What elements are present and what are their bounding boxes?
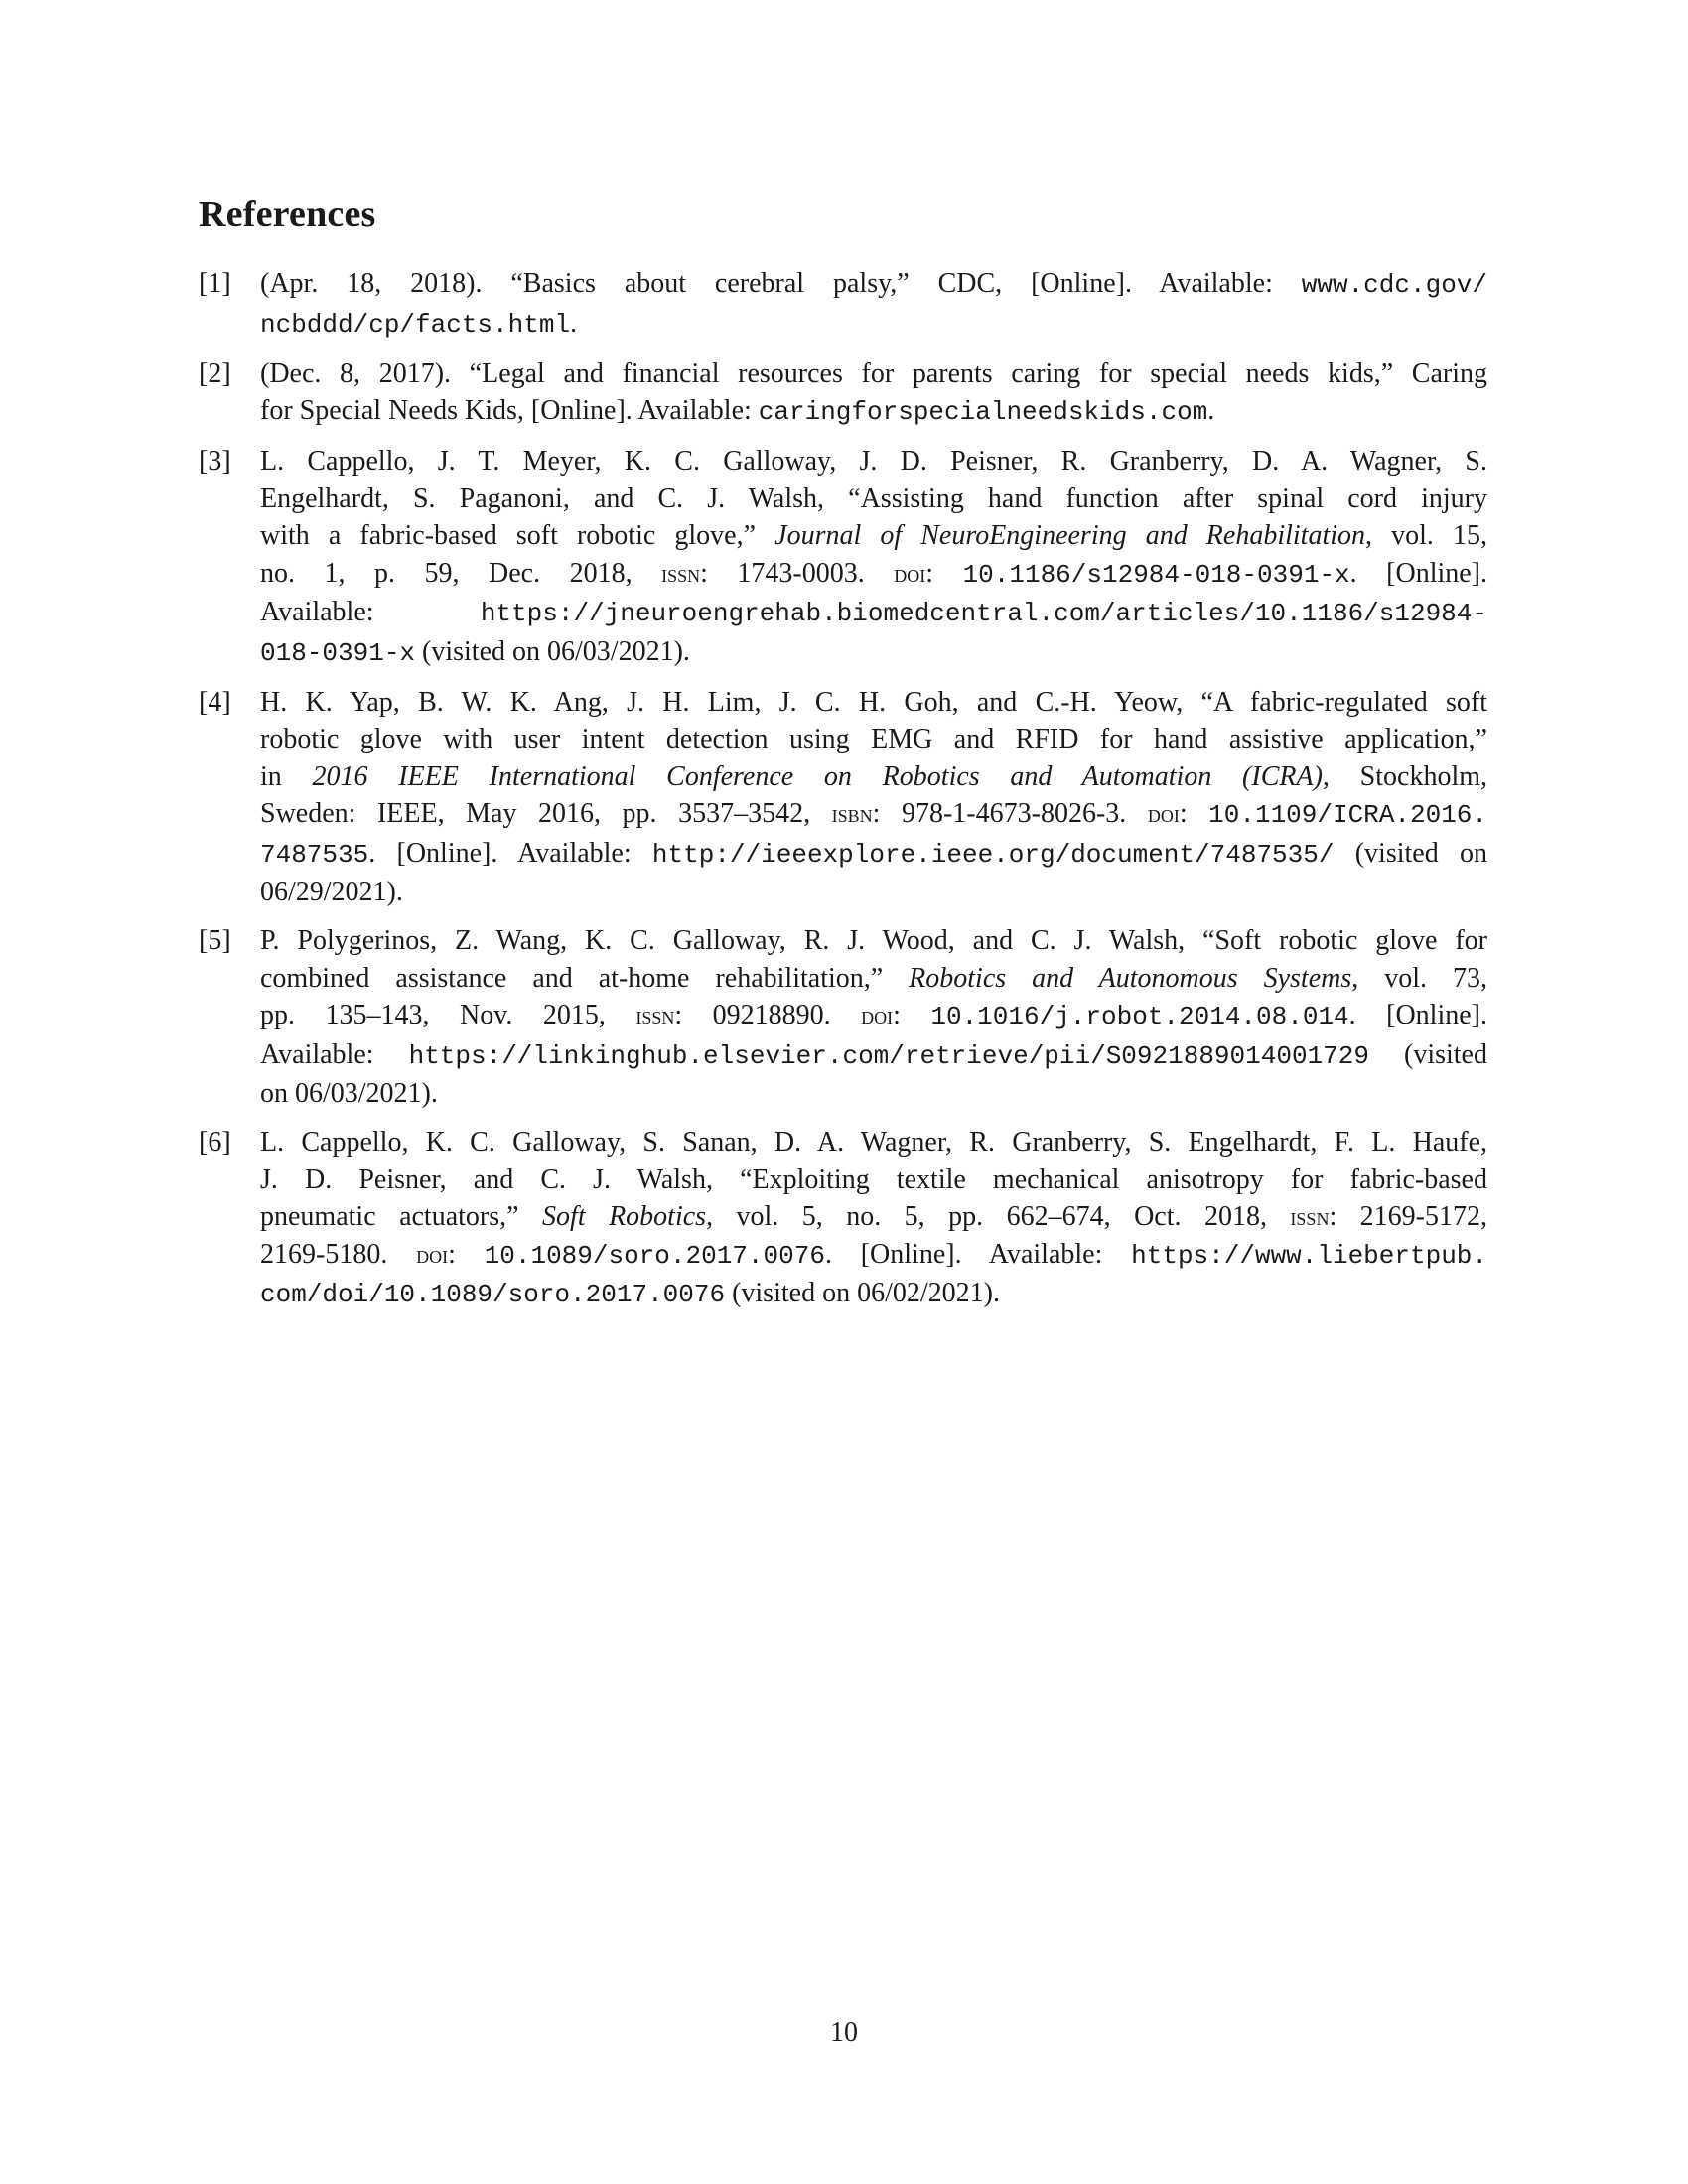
reference-text: H. K. Yap, B. W. K. Ang, J. H. Lim, J. C. H. Goh, and C.-H. Yeow, “A fabric-regulated soft [260, 686, 1487, 718]
reference-number: [5] [199, 925, 231, 956]
reference-text: 2169-5180. [260, 1238, 417, 1270]
reference-text: (visited on 06/02/2021). [725, 1278, 1000, 1308]
reference-link[interactable]: caringforspecialneedskids.com [758, 397, 1208, 427]
reference-text: (visited on [1334, 837, 1487, 869]
reference-line [260, 721, 1487, 758]
reference-text: . [Online]. [1349, 557, 1488, 589]
reference-text: , Stockholm, [1322, 760, 1488, 792]
reference-link[interactable]: ncbddd/cp/facts.html [260, 309, 571, 340]
reference-text: . [570, 307, 578, 339]
reference-text: (visited on 06/03/2021). [415, 635, 690, 667]
reference-link[interactable]: 10.1186/s12984-018-0391-x [962, 559, 1350, 590]
reference-text: L. Cappello, J. T. Meyer, K. C. Galloway, J. D. Peisner, R. Granberry, D. A. Wagner, S. [260, 446, 1487, 477]
reference-line [260, 1198, 1487, 1236]
reference-text: J. D. Peisner, and C. J. Walsh, “Exploiting textile mechanical anisotropy for fabric-based [260, 1163, 1487, 1195]
reference-link[interactable]: com/doi/10.1089/soro.2017.0076 [260, 1280, 726, 1309]
reference-text: (visited [1368, 1038, 1487, 1070]
reference-text: 06/29/2021). [260, 877, 403, 907]
reference-venue: Soft Robotics [542, 1201, 707, 1232]
reference-number: [1] [199, 268, 231, 299]
reference-text: . [Online]. Available: [368, 837, 652, 869]
reference-line [260, 594, 1487, 633]
reference-line [260, 1075, 1487, 1113]
reference-text: : [893, 1000, 931, 1030]
reference-text: isbn [831, 799, 873, 828]
reference-text: L. Cappello, K. C. Galloway, S. Sanan, D. A. Wagner, R. Granberry, S. Engelhardt, F. L. Haufe, [260, 1127, 1487, 1158]
reference-line [260, 265, 1487, 305]
reference-line [260, 684, 1487, 722]
reference-text: : [448, 1238, 485, 1270]
reference-text: Engelhardt, S. Paganoni, and C. J. Walsh, “Assisting hand function after spinal cord injury [260, 482, 1487, 514]
reference-entry [199, 684, 1489, 911]
reference-text: Available: [260, 597, 481, 627]
reference-line [260, 633, 1487, 673]
reference-text: (Apr. 18, 2018). “Basics about cerebral palsy,” CDC, [Online]. Available: [260, 268, 1302, 299]
reference-text: : 09218890. [674, 1000, 862, 1030]
reference-text: doi [1147, 799, 1180, 828]
reference-link[interactable]: 10.1109/ICRA.2016. [1208, 800, 1488, 830]
reference-line [260, 1124, 1487, 1161]
reference-line [260, 1036, 1487, 1076]
reference-line [260, 1275, 1487, 1314]
reference-venue: Robotics and Autonomous Systems [909, 962, 1352, 994]
reference-text: pp. 135–143, Nov. 2015, [260, 1000, 636, 1030]
reference-line [260, 758, 1487, 796]
reference-text: issn [635, 1001, 675, 1029]
reference-link[interactable]: 10.1016/j.robot.2014.08.014 [930, 1002, 1349, 1031]
reference-text: . [Online]. Available: [824, 1238, 1132, 1270]
reference-text: : [925, 557, 963, 589]
reference-number: [3] [199, 446, 231, 477]
reference-link[interactable]: 7487535 [260, 839, 369, 870]
reference-link[interactable]: www.cdc.gov/ [1301, 270, 1487, 300]
reference-number: [6] [199, 1127, 231, 1158]
reference-text: robotic glove with user intent detection using EMG and RFID for hand assistive application,” [260, 724, 1487, 754]
reference-line [260, 997, 1487, 1036]
reference-line [260, 355, 1487, 393]
reference-link[interactable]: https://jneuroengrehab.biomedcentral.com/articles/10.1186/s12984- [480, 599, 1487, 628]
reference-venue: Journal of NeuroEngineering and Rehabilitation [774, 520, 1366, 551]
reference-line [260, 392, 1487, 432]
reference-entry [199, 922, 1489, 1113]
reference-text: for Special Needs Kids, [Online]. Available: [260, 395, 759, 426]
reference-text: no. 1, p. 59, Dec. 2018, [260, 557, 662, 589]
reference-line [260, 874, 1487, 911]
reference-line [260, 922, 1487, 960]
reference-entry [199, 1124, 1489, 1314]
reference-link[interactable]: 018-0391-x [260, 637, 416, 668]
reference-entry [199, 443, 1489, 672]
reference-text: , vol. 15, [1365, 520, 1488, 551]
reference-line [260, 480, 1487, 518]
reference-text: : 1743-0003. [700, 557, 895, 589]
reference-text: . [1207, 395, 1215, 426]
reference-link[interactable]: https://linkinghub.elsevier.com/retrieve/pii/S0921889014001729 [408, 1040, 1369, 1071]
reference-text: with a fabric-based soft robotic glove,” [260, 520, 775, 551]
reference-list [199, 265, 1489, 1325]
reference-text: doi [416, 1239, 449, 1269]
page-number: 10 [830, 2017, 858, 2048]
reference-text: Available: [260, 1038, 409, 1070]
reference-text: issn [661, 558, 701, 588]
reference-text: Sweden: IEEE, May 2016, pp. 3537–3542, [260, 798, 832, 829]
reference-line [260, 443, 1487, 480]
reference-venue: 2016 IEEE International Conference on Robotics and Automation (ICRA) [312, 760, 1323, 792]
reference-line [260, 517, 1487, 555]
reference-entry [199, 265, 1489, 343]
reference-line [260, 835, 1487, 875]
reference-number: [4] [199, 686, 231, 718]
reference-line [260, 1161, 1487, 1199]
reference-text: issn [1290, 1202, 1330, 1231]
reference-text: combined assistance and at-home rehabilitation,” [260, 962, 910, 994]
reference-text: : 2169-5172, [1329, 1201, 1488, 1232]
reference-text: pneumatic actuators,” [260, 1201, 543, 1232]
reference-text: (Dec. 8, 2017). “Legal and financial resources for parents caring for special needs kids,” Caring [260, 357, 1487, 389]
reference-text: doi [861, 1001, 894, 1029]
reference-line [260, 960, 1487, 998]
reference-text: on 06/03/2021). [260, 1078, 438, 1109]
reference-link[interactable]: https://www.liebertpub. [1131, 1240, 1487, 1271]
reference-text: doi [894, 558, 926, 588]
reference-text: in [260, 760, 313, 792]
reference-line [260, 795, 1487, 835]
reference-line [260, 555, 1487, 595]
reference-text: , vol. 5, no. 5, pp. 662–674, Oct. 2018, [706, 1201, 1291, 1232]
reference-text: P. Polygerinos, Z. Wang, K. C. Galloway, R. J. Wood, and C. J. Walsh, “Soft robotic glove for [260, 925, 1487, 956]
reference-entry [199, 355, 1489, 432]
reference-number: [2] [199, 357, 231, 389]
references-heading: References [199, 194, 376, 235]
reference-line [260, 305, 1487, 344]
reference-text: , vol. 73, [1351, 962, 1487, 994]
reference-line [260, 1236, 1487, 1276]
reference-text: : 978-1-4673-8026-3. [872, 798, 1148, 829]
reference-link[interactable]: http://ieeexplore.ieee.org/document/7487535/ [651, 839, 1335, 870]
reference-link[interactable]: 10.1089/soro.2017.0076 [484, 1240, 825, 1271]
reference-text: : [1179, 798, 1209, 829]
reference-text: . [Online]. [1348, 1000, 1487, 1030]
